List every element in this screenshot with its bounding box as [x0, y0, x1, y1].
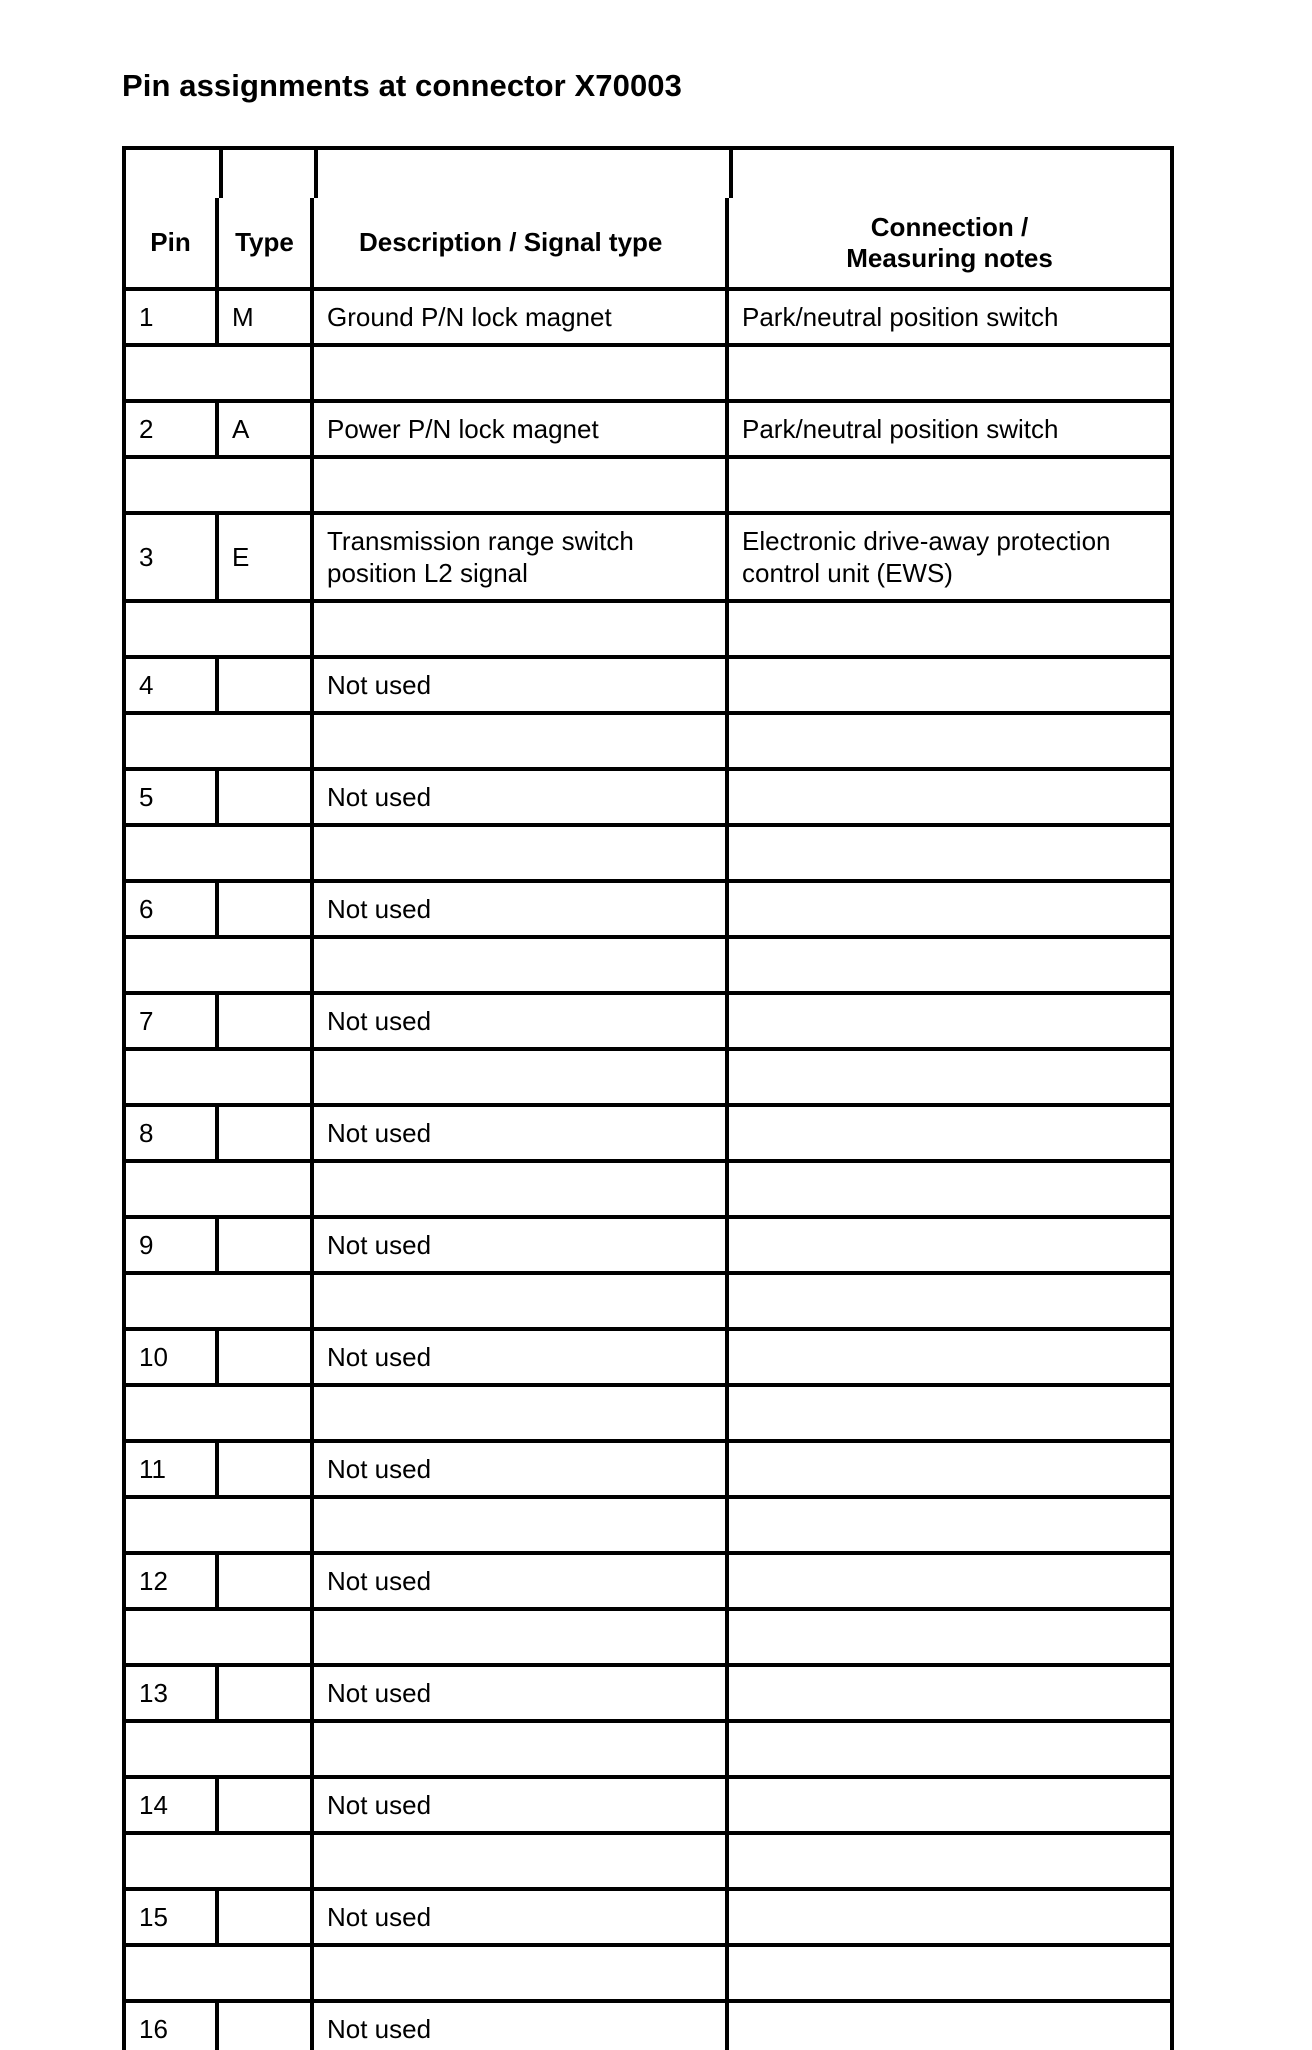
spacer-cell	[126, 939, 314, 991]
spacer-row	[122, 827, 1174, 883]
cell-pin: 9	[126, 1219, 219, 1271]
spacer-cell	[314, 603, 729, 655]
spacer-row	[122, 939, 1174, 995]
spacer-cell	[314, 939, 729, 991]
spacer-cell	[314, 347, 729, 399]
header-connection-line1: Connection /	[870, 211, 1029, 242]
cell-connection	[729, 515, 1170, 599]
cell-description-line2: position L2 signal	[327, 558, 528, 588]
spacer-cell	[729, 939, 1170, 991]
spacer-cell	[314, 1947, 729, 1999]
spacer-cell	[126, 827, 314, 879]
cell-connection-line2: control unit (EWS)	[742, 558, 953, 588]
spacer-cell	[729, 1387, 1170, 1439]
table-row	[122, 291, 1174, 347]
cell-description: Not used	[314, 1219, 729, 1271]
spacer-cell	[729, 459, 1170, 511]
column-divider	[729, 150, 733, 198]
cell-type: A	[219, 403, 314, 455]
cell-connection	[729, 1443, 1170, 1495]
spacer-cell	[314, 1611, 729, 1663]
table-row	[122, 1331, 1174, 1387]
spacer-row	[122, 1387, 1174, 1443]
spacer-row	[122, 1947, 1174, 2003]
cell-pin: 13	[126, 1667, 219, 1719]
cell-pin: 11	[126, 1443, 219, 1495]
spacer-cell	[314, 1163, 729, 1215]
spacer-cell	[729, 1611, 1170, 1663]
spacer-cell	[729, 347, 1170, 399]
cell-description: Power P/N lock magnet	[314, 403, 729, 455]
header-type: Type	[219, 198, 314, 287]
spacer-cell	[314, 1499, 729, 1551]
spacer-cell	[126, 347, 314, 399]
spacer-cell	[126, 1051, 314, 1103]
table-header-cap	[122, 146, 1174, 198]
cell-type	[219, 1331, 314, 1383]
table-row	[122, 995, 1174, 1051]
cell-pin: 8	[126, 1107, 219, 1159]
spacer-cell	[314, 1723, 729, 1775]
table-row	[122, 659, 1174, 715]
spacer-cell	[729, 1163, 1170, 1215]
cell-description: Not used	[314, 1667, 729, 1719]
spacer-cell	[126, 1387, 314, 1439]
cell-description: Not used	[314, 995, 729, 1047]
cell-connection	[729, 883, 1170, 935]
cell-description-line1: Transmission range switch	[327, 526, 634, 556]
cell-description: Not used	[314, 1555, 729, 1607]
remaining-rows	[122, 659, 1174, 2050]
spacer-cell	[126, 715, 314, 767]
spacer-row	[122, 1723, 1174, 1779]
cell-connection: Park/neutral position switch	[742, 302, 1059, 332]
spacer-cell	[126, 459, 314, 511]
cell-pin: 1	[126, 291, 219, 343]
spacer-cell	[729, 1835, 1170, 1887]
spacer-row	[122, 1835, 1174, 1891]
page-title: Pin assignments at connector X70003	[122, 68, 682, 103]
cell-type	[219, 2003, 314, 2050]
pin-table	[122, 146, 1174, 2050]
spacer-cell	[314, 459, 729, 511]
table-row	[122, 883, 1174, 939]
spacer-cell	[729, 1499, 1170, 1551]
spacer-cell	[314, 1835, 729, 1887]
cell-connection	[729, 1555, 1170, 1607]
spacer-cell	[729, 715, 1170, 767]
cell-connection	[729, 995, 1170, 1047]
cell-pin: 5	[126, 771, 219, 823]
cell-description: Not used	[314, 883, 729, 935]
spacer-row	[122, 1051, 1174, 1107]
cell-connection	[729, 771, 1170, 823]
spacer-row	[122, 1611, 1174, 1667]
spacer-cell	[126, 1947, 314, 1999]
cell-type: M	[219, 291, 314, 343]
spacer-row	[122, 603, 1174, 659]
cell-connection	[729, 1107, 1170, 1159]
cell-pin: 7	[126, 995, 219, 1047]
table-row	[122, 2003, 1174, 2050]
table-row	[122, 1891, 1174, 1947]
spacer-row	[122, 459, 1174, 515]
cell-connection	[729, 1219, 1170, 1271]
cell-type	[219, 995, 314, 1047]
spacer-cell	[314, 715, 729, 767]
column-divider	[314, 150, 318, 198]
spacer-row	[122, 1275, 1174, 1331]
spacer-cell	[126, 1163, 314, 1215]
cell-type	[219, 1891, 314, 1943]
spacer-row	[122, 1499, 1174, 1555]
table-row	[122, 1779, 1174, 1835]
spacer-cell	[126, 1275, 314, 1327]
cell-pin: 6	[126, 883, 219, 935]
spacer-cell	[126, 1723, 314, 1775]
spacer-row	[122, 715, 1174, 771]
cell-connection	[729, 1779, 1170, 1831]
spacer-cell	[729, 827, 1170, 879]
cell-connection: Park/neutral position switch	[742, 414, 1059, 444]
table-row	[122, 1107, 1174, 1163]
table-row	[122, 1443, 1174, 1499]
cell-connection-line1: Electronic drive-away protection	[742, 526, 1111, 556]
cell-type	[219, 1779, 314, 1831]
header-pin: Pin	[126, 198, 219, 287]
cell-type: E	[219, 515, 314, 599]
spacer-cell	[314, 1387, 729, 1439]
cell-description: Not used	[314, 659, 729, 711]
table-row	[122, 1555, 1174, 1611]
spacer-cell	[729, 1275, 1170, 1327]
spacer-cell	[314, 1275, 729, 1327]
cell-pin: 2	[126, 403, 219, 455]
table-row	[122, 771, 1174, 827]
table-row	[122, 1219, 1174, 1275]
cell-description	[314, 515, 729, 599]
cell-description: Not used	[314, 1443, 729, 1495]
cell-type	[219, 1107, 314, 1159]
spacer-cell	[314, 827, 729, 879]
table-row	[122, 1667, 1174, 1723]
spacer-cell	[729, 1723, 1170, 1775]
cell-pin: 16	[126, 2003, 219, 2050]
table-row	[122, 403, 1174, 459]
spacer-row	[122, 347, 1174, 403]
cell-pin: 14	[126, 1779, 219, 1831]
spacer-cell	[729, 1947, 1170, 1999]
column-divider	[219, 150, 223, 198]
cell-connection	[729, 1891, 1170, 1943]
header-connection-line2: Measuring notes	[846, 242, 1053, 273]
spacer-cell	[314, 1051, 729, 1103]
header-description: Description / Signal type	[314, 198, 729, 287]
cell-connection	[729, 2003, 1170, 2050]
cell-pin: 15	[126, 1891, 219, 1943]
cell-description: Not used	[314, 1107, 729, 1159]
spacer-cell	[126, 1499, 314, 1551]
cell-pin: 4	[126, 659, 219, 711]
spacer-cell	[126, 603, 314, 655]
cell-pin: 10	[126, 1331, 219, 1383]
cell-description: Not used	[314, 2003, 729, 2050]
cell-connection	[729, 659, 1170, 711]
cell-type	[219, 883, 314, 935]
cell-connection	[729, 1331, 1170, 1383]
spacer-cell	[126, 1611, 314, 1663]
header-connection	[729, 198, 1170, 287]
cell-description: Not used	[314, 771, 729, 823]
cell-description: Ground P/N lock magnet	[314, 291, 729, 343]
spacer-cell	[729, 1051, 1170, 1103]
cell-description: Not used	[314, 1891, 729, 1943]
spacer-cell	[729, 603, 1170, 655]
spacer-row	[122, 1163, 1174, 1219]
cell-type	[219, 1219, 314, 1271]
table-row	[122, 515, 1174, 603]
cell-connection	[729, 1667, 1170, 1719]
cell-type	[219, 1443, 314, 1495]
cell-type	[219, 771, 314, 823]
cell-description: Not used	[314, 1779, 729, 1831]
cell-pin: 3	[126, 515, 219, 599]
cell-description: Not used	[314, 1331, 729, 1383]
cell-type	[219, 1555, 314, 1607]
cell-pin: 12	[126, 1555, 219, 1607]
cell-type	[219, 659, 314, 711]
table-header-row	[122, 198, 1174, 291]
spacer-cell	[126, 1835, 314, 1887]
cell-type	[219, 1667, 314, 1719]
